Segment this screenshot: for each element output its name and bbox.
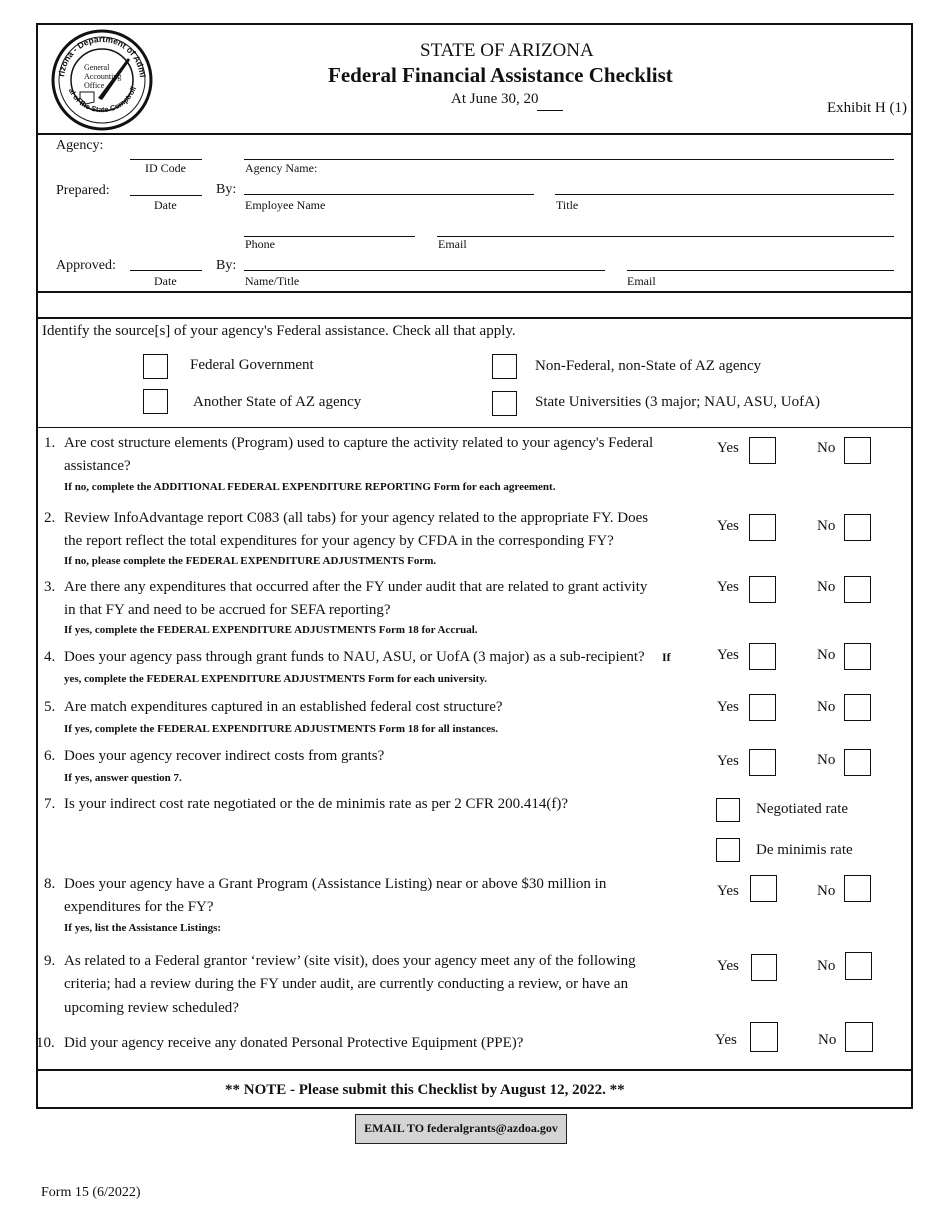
q3-no-checkbox[interactable] — [844, 576, 871, 603]
exhibit-label: Exhibit H (1) — [827, 100, 907, 116]
question-note: If yes, complete the FEDERAL EXPENDITURE ADJUSTMENTS Form 18 for all instances. — [64, 723, 498, 735]
prepared-date-field[interactable] — [130, 195, 202, 196]
question-text: Does your agency pass through grant funds to NAU, ASU, or UofA (3 major) as a sub-recipient? — [64, 649, 645, 665]
sources-instruction: Identify the source[s] of your agency's Federal assistance. Check all that apply. — [42, 323, 516, 339]
question-text: assistance? — [64, 458, 131, 474]
no-label: No — [817, 647, 836, 663]
question-text: Are match expenditures captured in an established federal cost structure? — [64, 699, 503, 715]
question-text: the report reflect the total expenditures for your agency by CFDA in the corresponding FY? — [64, 533, 614, 549]
yes-label: Yes — [717, 579, 739, 595]
q5-yes-checkbox[interactable] — [749, 694, 776, 721]
divider — [36, 291, 913, 293]
question-number: 2. — [44, 510, 56, 526]
approved-date-label: Date — [154, 274, 177, 288]
title-label: Title — [556, 198, 579, 212]
divider — [36, 133, 913, 135]
question-number: 6. — [44, 748, 56, 764]
no-label: No — [817, 883, 836, 899]
yes-label: Yes — [717, 518, 739, 534]
question-note: If yes, list the Assistance Listings: — [64, 922, 222, 934]
negotiated-rate-label: Negotiated rate — [756, 801, 849, 817]
svg-text:General: General — [84, 63, 110, 72]
no-label: No — [817, 518, 836, 534]
state-seal — [50, 28, 154, 132]
no-label: No — [817, 752, 836, 768]
federal-government-checkbox[interactable] — [143, 354, 168, 379]
question-text: Does your agency have a Grant Program (Assistance Listing) near or above $30 million in — [64, 876, 607, 892]
q4-no-checkbox[interactable] — [844, 643, 871, 670]
question-text: upcoming review scheduled? — [64, 1000, 239, 1016]
q4-yes-checkbox[interactable] — [749, 643, 776, 670]
question-note-inline: If — [662, 650, 671, 664]
q6-yes-checkbox[interactable] — [749, 749, 776, 776]
question-note: If yes, complete the FEDERAL EXPENDITURE ADJUSTMENTS Form 18 for Accrual. — [64, 624, 478, 636]
another-state-agency-checkbox[interactable] — [143, 389, 168, 414]
svg-text:Accounting: Accounting — [84, 72, 122, 81]
employee-name-field[interactable] — [244, 194, 534, 195]
agency-name-field[interactable] — [244, 159, 894, 160]
prepared-label: Prepared: — [56, 183, 110, 198]
de-minimis-rate-checkbox[interactable] — [716, 838, 740, 862]
title-field[interactable] — [555, 194, 894, 195]
email-field[interactable] — [437, 236, 894, 237]
yes-label: Yes — [717, 440, 739, 456]
yes-label: Yes — [717, 753, 739, 769]
no-label: No — [818, 1032, 837, 1048]
approved-label: Approved: — [56, 258, 116, 273]
question-text: Are there any expenditures that occurred after the FY under audit that are related to grant activity — [64, 579, 648, 595]
question-text: Are cost structure elements (Program) used to capture the activity related to your agency's Federal — [64, 435, 654, 451]
approved-date-field[interactable] — [130, 270, 202, 271]
question-text: criteria; had a review during the FY under audit, are currently conducting a review, or have an — [64, 976, 629, 992]
question-number: 9. — [44, 953, 56, 969]
no-label: No — [817, 440, 836, 456]
non-federal-agency-checkbox[interactable] — [492, 354, 517, 379]
divider — [36, 1069, 913, 1071]
negotiated-rate-checkbox[interactable] — [716, 798, 740, 822]
id-code-field[interactable] — [130, 159, 202, 160]
q9-yes-checkbox[interactable] — [751, 954, 777, 981]
question-text: Review InfoAdvantage report C083 (all tabs) for your agency related to the appropriate FY. Does — [64, 510, 649, 526]
yes-label: Yes — [717, 699, 739, 715]
prepared-by-label: By: — [216, 182, 237, 197]
question-number: 1. — [44, 435, 56, 451]
question-text: Did your agency receive any donated Personal Protective Equipment (PPE)? — [64, 1035, 524, 1051]
question-note: If no, please complete the FEDERAL EXPENDITURE ADJUSTMENTS Form. — [64, 555, 437, 567]
q6-no-checkbox[interactable] — [844, 749, 871, 776]
q1-yes-checkbox[interactable] — [749, 437, 776, 464]
yes-label: Yes — [715, 1032, 737, 1048]
submission-note: ** NOTE - Please submit this Checklist by August 12, 2022. ** — [225, 1082, 625, 1098]
question-text: As related to a Federal grantor ‘review’ (site visit), does your agency meet any of the following — [64, 953, 636, 969]
employee-name-label: Employee Name — [245, 198, 326, 212]
approver-name-field[interactable] — [244, 270, 605, 271]
id-code-label: ID Code — [145, 161, 186, 175]
no-label: No — [817, 958, 836, 974]
q1-no-checkbox[interactable] — [844, 437, 871, 464]
no-label: No — [817, 579, 836, 595]
no-label: No — [817, 699, 836, 715]
yes-label: Yes — [717, 958, 739, 974]
q8-yes-checkbox[interactable] — [750, 875, 777, 902]
state-universities-label: State Universities (3 major; NAU, ASU, UofA) — [535, 394, 820, 410]
q8-no-checkbox[interactable] — [844, 875, 871, 902]
approver-email-label: Email — [627, 274, 656, 288]
question-text: expenditures for the FY? — [64, 899, 214, 915]
q10-yes-checkbox[interactable] — [750, 1022, 778, 1052]
approver-email-field[interactable] — [627, 270, 894, 271]
divider — [36, 427, 913, 428]
q2-yes-checkbox[interactable] — [749, 514, 776, 541]
yes-label: Yes — [717, 647, 739, 663]
q5-no-checkbox[interactable] — [844, 694, 871, 721]
question-number: 7. — [44, 796, 56, 812]
svg-text:Seal of the State Comptroller: al of the State Comptroll — [66, 85, 138, 115]
page-title: Federal Financial Assistance Checklist — [328, 63, 673, 87]
federal-government-label: Federal Government — [190, 357, 314, 373]
email-label: Email — [438, 237, 467, 251]
question-note: If yes, answer question 7. — [64, 772, 182, 784]
another-state-agency-label: Another State of AZ agency — [193, 394, 362, 410]
q3-yes-checkbox[interactable] — [749, 576, 776, 603]
name-title-label: Name/Title — [245, 274, 300, 288]
question-number: 3. — [44, 579, 56, 595]
prepared-date-label: Date — [154, 198, 177, 212]
fiscal-year-date: At June 30, 20 — [451, 91, 539, 107]
svg-text:Office: Office — [84, 81, 105, 90]
q2-no-checkbox[interactable] — [844, 514, 871, 541]
de-minimis-rate-label: De minimis rate — [756, 842, 853, 858]
yes-label: Yes — [717, 883, 739, 899]
state-universities-checkbox[interactable] — [492, 391, 517, 416]
phone-label: Phone — [245, 237, 275, 251]
q9-no-checkbox[interactable] — [845, 952, 872, 980]
approved-by-label: By: — [216, 258, 237, 273]
question-text: in that FY and need to be accrued for SEFA reporting? — [64, 602, 391, 618]
question-number: 4. — [44, 649, 56, 665]
question-text: Does your agency recover indirect costs from grants? — [64, 748, 385, 764]
email-button[interactable]: EMAIL TO federalgrants@azdoa.gov — [355, 1114, 567, 1144]
non-federal-agency-label: Non-Federal, non-State of AZ agency — [535, 358, 762, 374]
year-field[interactable] — [537, 110, 563, 111]
question-note: If no, complete the ADDITIONAL FEDERAL EXPENDITURE REPORTING Form for each agreement. — [64, 481, 556, 493]
agency-label: Agency: — [56, 138, 104, 153]
divider — [36, 317, 913, 319]
q10-no-checkbox[interactable] — [845, 1022, 873, 1052]
form-id: Form 15 (6/2022) — [41, 1185, 141, 1200]
question-number: 10. — [36, 1035, 55, 1051]
question-note: yes, complete the FEDERAL EXPENDITURE ADJUSTMENTS Form for each university. — [64, 673, 487, 685]
svg-text:State of Arizona - Department: rizona - Department of Admi — [56, 33, 148, 78]
question-number: 5. — [44, 699, 56, 715]
question-text: Is your indirect cost rate negotiated or the de minimis rate as per 2 CFR 200.414(f)? — [64, 796, 569, 812]
state-name: STATE OF ARIZONA — [420, 40, 594, 61]
question-number: 8. — [44, 876, 56, 892]
agency-name-label: Agency Name: — [245, 161, 318, 175]
